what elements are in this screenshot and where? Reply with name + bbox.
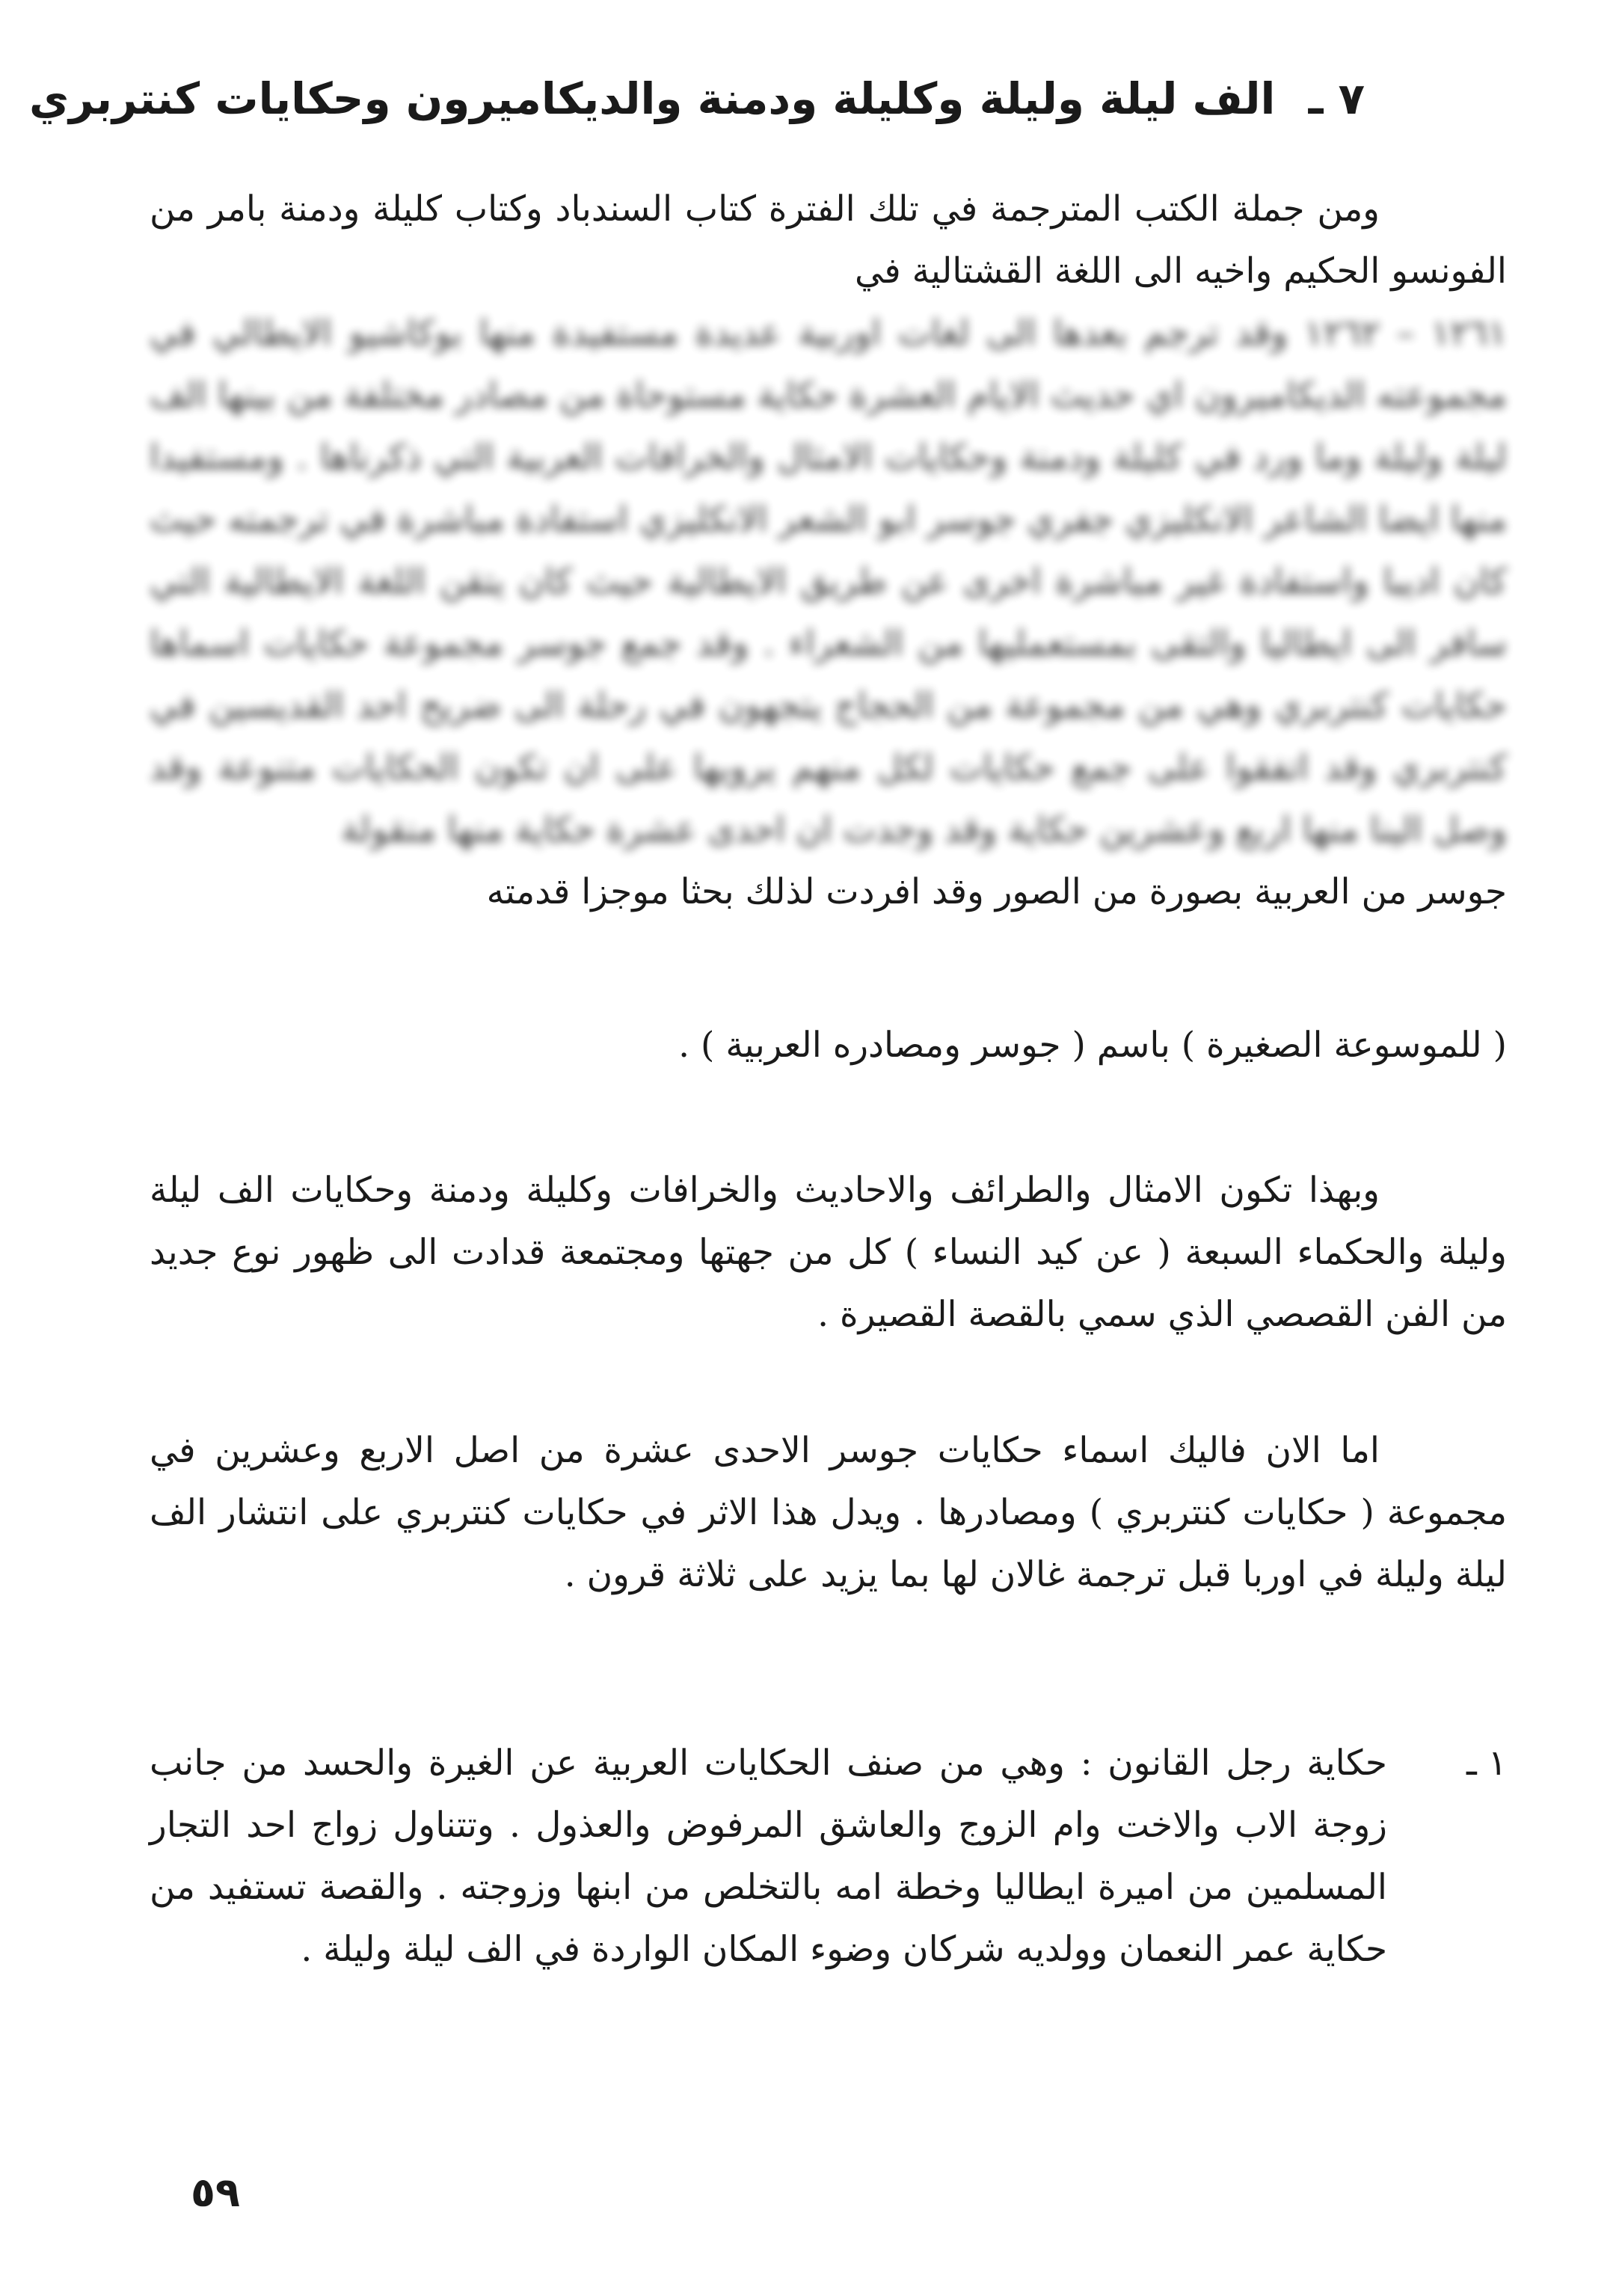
paragraph-2 [150, 1014, 1507, 1076]
page-number: ٥٩ [191, 2169, 240, 2216]
paragraph-4 [150, 1419, 1507, 1606]
blurred-text-region: ١٢٦١ – ١٢٦٢ وقد ترجم بعدها الى لغات اوربية عديدة مستفيدة منها بوكاشيو الايطالي في مجموعته الديكاميرون اي حديث الايام العشرة حكاية مستوحاة من مصادر مختلفة من بينها الف ليلة وليلة وما ورد في كليلة ودمنة وحكايات الامثال والخرافات العربية التي ذكرناها . ومستفيدا منها ايضا الشاعر الانكليزي جفري جوسر ابو الشعر الانكليزي استفادة مباشرة في ترجمته حيث كان اديبا واستفادة غير مباشرة اخرى عن طريق الايطالية حيث كان يتقن اللغة الايطالية التي سافر الى ايطاليا والتقى بمستعمليها من الشعراء . وقد جمع جوسر مجموعة حكايات اسماها حكايات كنتربري وهي من مجموعة من الحجاج يتجهون في رحلة الى ضريح احد القديسين في كنتربري وقد اتفقوا على جمع حكايات لكل منهم يرويها على ان تكون الحكايات متنوعة وقد وصل الينا منها اربع وعشرين حكاية وقد وجدت ان احدى عشرة حكاية منها منقولة [150, 313, 1507, 850]
paragraph-1-visible-lines: ومن جملة الكتب المترجمة في تلك الفترة كتاب السندباد وكتاب كليلة ودمنة بامر من الفونسو الحكيم واخيه الى اللغة القشتالية في [150, 188, 1507, 292]
paragraph-4-text: اما الان فاليك اسماء حكايات جوسر الاحدى عشرة من اصل الاربع وعشرين في مجموعة ( حكايات كنتربري ) ومصادرها . ويدل هذا الاثر في حكايات كنتربري على انتشار الف ليلة وليلة في اوربا قبل ترجمة غالان لها بما يزيد على ثلاثة قرون . [150, 1430, 1507, 1595]
paragraph-3 [150, 1159, 1507, 1345]
paragraph-3-text: وبهذا تكون الامثال والطرائف والاحاديث والخرافات وكليلة ودمنة وحكايات الف ليلة وليلة والحكماء السبعة ( عن كيد النساء ) كل من جهتها ومجتمعة قدادت الى ظهور نوع جديد من الفن القصصي الذي سمي بالقصة القصيرة . [150, 1170, 1507, 1335]
paragraph-1-after-blur: جوسر من العربية بصورة من الصور وقد افردت لذلك بحثا موجزا قدمته [486, 871, 1507, 912]
section-number: ٧ ـ [1308, 73, 1365, 124]
section-title: الف ليلة وليلة وكليلة ودمنة والديكاميرون وحكايات كنتربري [28, 73, 1276, 124]
list-item-number: ١ ـ [1466, 1743, 1507, 1784]
list-item [150, 1732, 1507, 1980]
paragraph-2-text: ( للموسوعة الصغيرة ) باسم ( جوسر ومصادره العربية ) . [678, 1025, 1507, 1066]
paragraph-1 [150, 178, 1507, 923]
list-item-text: حكاية رجل القانون : وهي من صنف الحكايات العربية عن الغيرة والحسد من جانب زوجة الاب والاخت وام الزوج والعاشق المرفوض والعذول . وتتناول زواج احد التجار المسلمين من اميرة ايطاليا وخطة امه بالتخلص من ابنها وزوجته . والقصة تستفيد من حكاية عمر النعمان وولديه شركان وضوء المكان الواردة في الف ليلة وليلة . [150, 1743, 1387, 1970]
section-heading [28, 69, 1365, 129]
